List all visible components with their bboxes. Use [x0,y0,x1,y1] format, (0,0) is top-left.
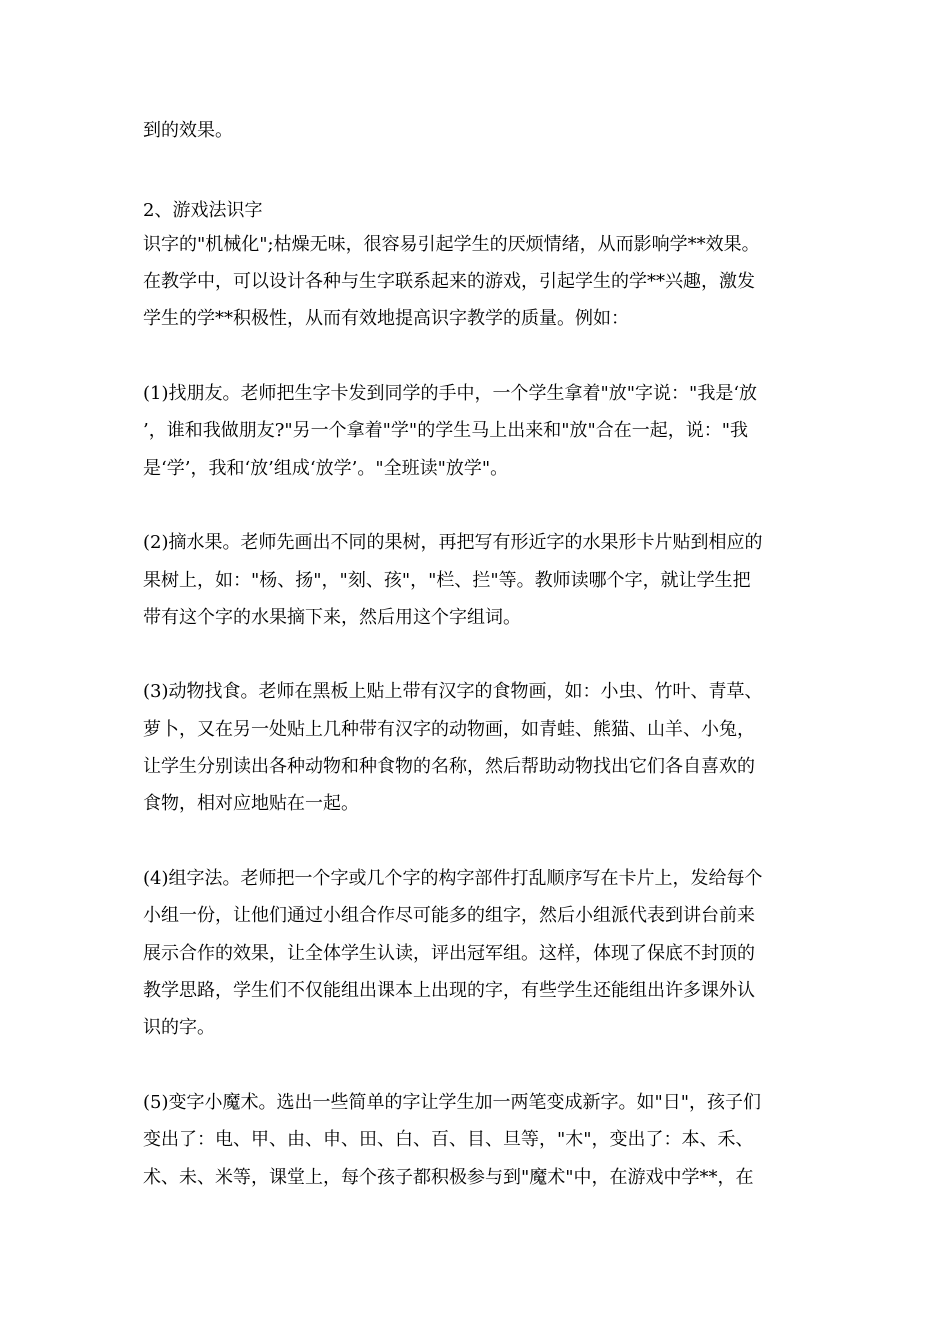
section-heading: 2、游戏法识字 [143,200,263,221]
text-line: (2)摘水果。老师先画出不同的果树，再把写有形近字的水果形卡片贴到相应的 [143,532,763,553]
text-line: (3)动物找食。老师在黑板上贴上带有汉字的食物画，如：小虫、竹叶、青草、 [143,681,763,702]
text-line: 教学思路，学生们不仅能组出课本上出现的字，有些学生还能组出许多课外认 [143,980,755,1001]
text-line: 是‘学’，我和‘放’组成‘放学’。"全班读"放学"。 [143,458,509,479]
text-line: 术、未、米等，课堂上，每个孩子都积极参与到"魔术"中，在游戏中学**，在 [143,1167,754,1188]
text-line: 到的效果。 [143,120,233,141]
text-line: 展示合作的效果，让全体学生认读，评出冠军组。这样，体现了保底不封顶的 [143,943,755,964]
text-line: 带有这个字的水果摘下来，然后用这个字组词。 [143,607,521,628]
text-line: (5)变字小魔术。选出一些简单的字让学生加一两笔变成新字。如"日"，孩子们 [143,1092,762,1113]
text-line: 学生的学**积极性，从而有效地提高识字教学的质量。例如： [143,308,629,329]
text-line: ’，谁和我做朋友?"另一个拿着"学"的学生马上出来和"放"合在一起，说："我 [143,420,749,441]
text-line: 识的字。 [143,1017,215,1038]
text-line: (1)找朋友。老师把生字卡发到同学的手中，一个学生拿着"放"字说："我是‘放 [143,383,758,404]
text-line: 识字的"机械化";枯燥无味，很容易引起学生的厌烦情绪，从而影响学**效果。 [143,234,760,255]
text-line: 小组一份，让他们通过小组合作尽可能多的组字，然后小组派代表到讲台前来 [143,905,755,926]
text-line: 在教学中，可以设计各种与生字联系起来的游戏，引起学生的学**兴趣，激发 [143,271,755,292]
text-line: (4)组字法。老师把一个字或几个字的构字部件打乱顺序写在卡片上，发给每个 [143,868,763,889]
text-line: 果树上，如："杨、扬"，"刻、孩"，"栏、拦"等。教师读哪个字，就让学生把 [143,570,751,591]
text-line: 让学生分别读出各种动物和种食物的名称，然后帮助动物找出它们各自喜欢的 [143,756,755,777]
text-line: 变出了：电、甲、由、申、田、白、百、目、旦等，"木"，变出了：本、禾、 [143,1129,754,1150]
text-line: 食物，相对应地贴在一起。 [143,793,359,814]
text-line: 萝卜，又在另一处贴上几种带有汉字的动物画，如青蛙、熊猫、山羊、小兔， [143,719,755,740]
